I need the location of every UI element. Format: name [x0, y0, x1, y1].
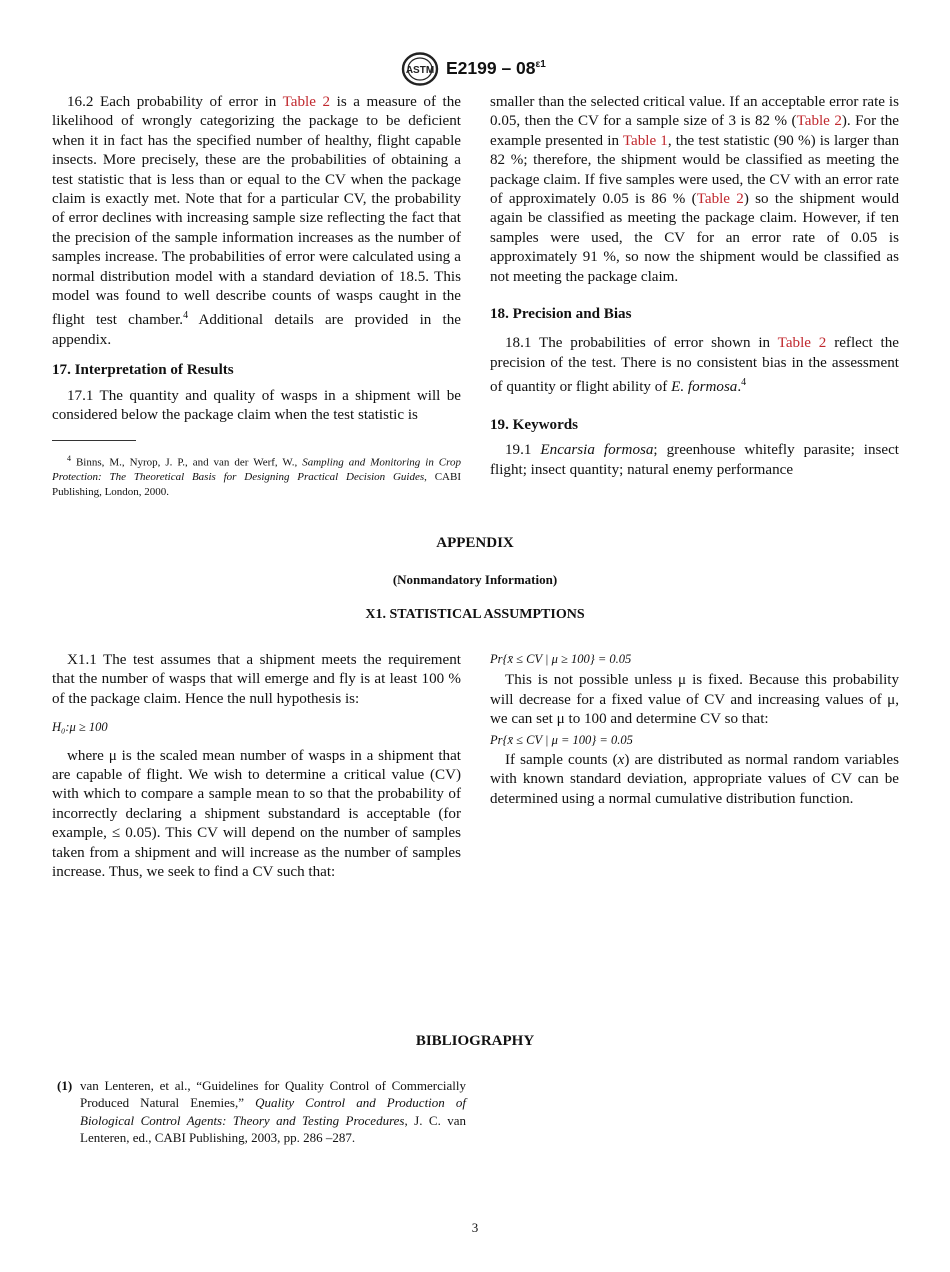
astm-logo-icon	[401, 52, 439, 86]
bibliography-title: BIBLIOGRAPHY	[415, 1033, 535, 1049]
footnote-4: $^4$ Binns, M., Nyrop, J. P., and van der Werf, W., Sampling and Monitoring in Crop Protection: The Theoretical Basis for Designing Practical Decision Guides, CABI Publishing, London, 2000.	[52, 453, 461, 499]
standard-designation: $E2199 - 08^{\varepsilon 1}$	[446, 58, 546, 78]
paragraph-19-1: 19.1 Encarsia formosa; greenhouse whitefly parasite; insect flight; insect quantity; natural enemy performance	[490, 442, 900, 478]
appendix-title: APPENDIX	[436, 535, 514, 551]
footnote-divider	[52, 440, 136, 441]
cv-equation-1: Pr{x̄ ≤ CV | μ ≥ 100} = 0.05	[490, 652, 632, 666]
null-hypothesis-equation: H₀:μ ≥ 100	[52, 720, 108, 735]
table-2-link[interactable]: Table 2	[696, 191, 744, 208]
reference-number: (1)	[57, 1078, 73, 1093]
paragraph-x1-1-cont: where μ is the scaled mean number of wasps in a shipment that are capable of flight. We wish to determine a critical value (CV) with which to compare a sample mean to so that the probability of incorrectly declaring a shipment substandard is acceptable (for example, ≤ 0.05). This CV will depend on the number of samples taken from a shipment and will increase as the number of samples increase. Thus, we seek to find a CV such that:	[52, 747, 461, 881]
appendix-left-column	[52, 651, 461, 882]
page-header	[0, 52, 950, 88]
paragraph-16-2: 16.2 Each probability of error in Table 2 is a measure of the likelihood of wrongly categorizing the package to be deficient when it in fact has the specified number of healthy, flight capable insects. More precisely, these are the probabilities of obtaining a test statistic that is less than or equal to the CV when the package claim is exactly met. Note that for a particular CV, the probability of error declines with increasing sample size reflecting the fact that the precision of the sample information increases as the number of samples increase. The probabilities of error were calculated using a normal distribution model with a standard deviation of 18.5. This model was found to well describe counts of wasps caught in the flight test chamber.$^4$ Additional details are provided in the appendix.	[52, 94, 461, 348]
cv-equation-2: Pr{x̄ ≤ CV | μ = 100} = 0.05	[490, 732, 633, 747]
bibliography-entry	[57, 1077, 467, 1149]
paragraph-mu-fixed: This is not possible unless μ is fixed. Because this probability will decrease for a fixed value of CV and increasing values of μ, we can set μ to 100 and determine CV so that:	[490, 672, 899, 728]
reference-text: van Lenteren, et al., “Guidelines for Quality Control of Commercially Produced Natural Enemies,” Quality Control and Production of Biological Control Agents: Theory and Testing Procedures, J. C. van Lenteren, ed., CABI Publishing, 2003, pp. 286 –287.	[80, 1078, 467, 1146]
page-number: 3	[471, 1220, 479, 1235]
svg-text:ASTM: ASTM	[405, 65, 435, 76]
section-18-heading: 18. Precision and Bias	[490, 306, 632, 323]
right-column-top	[490, 93, 899, 480]
paragraph-x1-1: X1.1 The test assumes that a shipment meets the requirement that the number of wasps that will emerge and fly is at least 100 % of the package claim. Hence the null hypothesis is:	[52, 652, 461, 707]
section-19-heading: 19. Keywords	[490, 416, 579, 433]
footnote-ref-4[interactable]: 4	[183, 310, 189, 322]
paragraph-sample-counts: If sample counts (x) are distributed as normal random variables with known standard deviation, appropriate values of CV can be determined using a normal cumulative distribution function.	[490, 752, 899, 807]
section-17-heading: 17. Interpretation of Results	[52, 362, 234, 379]
paragraph-18-1: 18.1 The probabilities of error shown in Table 2 reflect the precision of the test. There is no consistent bias in the assessment of quantity or flight ability of E. formosa.$^4$	[490, 335, 899, 396]
left-column-top	[52, 93, 461, 500]
paragraph-17-1-continued: smaller than the selected critical value. If an acceptable error rate is 0.05, then the CV for a sample size of 3 is 82 % (Table 2). For the example presented in Table 1, the test statistic (90 %) is larger than 82 %; therefore, the shipment would be classified as meeting the package claim. If five samples were used, the CV with an error rate of approximately 0.05 is 86 % (Table 2) so the shipment would again be classified as meeting the package claim. However, if ten samples were used, the CV for an error rate of 0.05 is approximately 91 %, so now the shipment would be classified as not meeting the package claim.	[490, 94, 900, 285]
appendix-subtitle: (Nonmandatory Information)	[392, 572, 558, 587]
table-1-link[interactable]: Table 1	[622, 132, 668, 149]
appendix-section-heading: X1. STATISTICAL ASSUMPTIONS	[365, 607, 585, 622]
paragraph-17-1: 17.1 The quantity and quality of wasps in a shipment will be considered below the package claim when the test statistic is	[52, 387, 461, 424]
table-2-link[interactable]: Table 2	[282, 94, 331, 110]
designation-superscript: ε1	[535, 59, 546, 71]
footnote-ref-4[interactable]: 4	[741, 377, 747, 389]
table-2-link[interactable]: Table 2	[796, 113, 842, 130]
appendix-right-column	[490, 650, 899, 809]
table-2-link[interactable]: Table 2	[777, 335, 827, 352]
